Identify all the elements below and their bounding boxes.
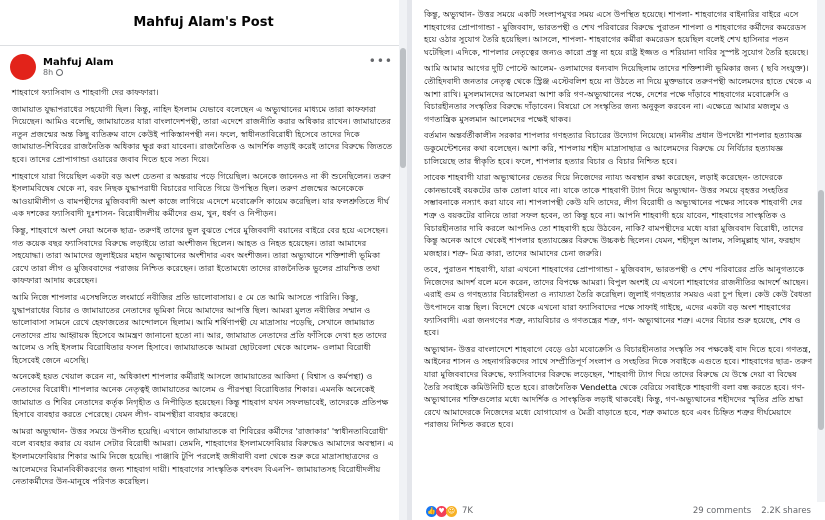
post-paragraph: আমি আমার আগের দুটি পোস্টে আলেম- ওলামাদের ধন্যবাদ দিয়েছিলাম তাদের শক্তিশালী ভূমিকার জন্য ( ছবি সংযুক্ত)। তৌহিদবাদী জনতার নেতৃত্ব থেকে স্ট্রিঞ্জ এস্টেবলিশ হয়ে না উঠতে না দিয়ে মুক্তভাবে তরুণপন্থী আলেমদের হাতে থেকে এ আশা রাখি। মুসলমানদের আলেমরা আশা করি গণ-অভ্যুত্থানের পক্ষে, দেশের পক্ষে দাঁড়াবে শাহবাগের মবোক্রেসি ও বিচারহীনতার সংস্কৃতির বিরুদ্ধে দাঁড়াবেন। বিষয়ো সে সংস্কৃতির জন্য অনুকূল করবেন না। এক্ষেত্রে আমার মজলুম ও গণতান্ত্রিক মুসলমান আলেমদের পক্ষেই থাকব। (424, 63, 812, 124)
love-icon: ♥ (436, 506, 447, 517)
post-paragraph: আমরা অভ্যুত্থান- উত্তর সময়ে উপনীত হয়েছি। এখানে জামায়াতকে বা শিবিরের কর্মীদের 'রাজাকার' 'স্বাধীনতাবিরোধী' বলে ব্যবহার করার যে বয়ান সেটার বিরোধী আমরা। তেমনি, শাহবাগের ইসলামফোবিয়ার বিরুদ্ধেও আমাদের অবস্থান। এ ইসলামফোবিয়ার শিকার আমি নিজে হয়েছি। পাঞ্জাবি টুপি পরলেই জঙ্গীবাদী বলা থেকে শুরু করে মাদ্রাসাছাত্রদের ও আলেমদের বিমানবিকীকরণের জন্য শাহবাগ দায়ী। শাহবাগের সাংস্কৃতিক বশংবদ বিএনপি- জামায়াতসহ বিরোধীদলীয় নেতাকর্মীদের উন-মানুষে পরিণত করেছিল। (12, 425, 394, 487)
post-body-left (0, 84, 407, 488)
post-body-right (412, 0, 825, 431)
post-paragraph: তবে, পুরাতন শাহবাগী, যারা এখনো শাহবাগের প্রোপাগান্ডা - মুজিববাদ, ভারতপন্থী ও শেখ পরিবারের প্রতি আনুগত্যকে নিজেদের আদর্শ বলে মনে করেন, তাদের বিপক্ষে আমরা। বিপুল অংশই যে এখনো শাহবাগের রাজনীতির আদর্শে আছেন। এরাই গুম ও গণহত্যার বিচারহীনতা ও ন্যায্যতা তৈরি করেছিল। জুলাই গণহত্যার সময়ও এরা চুপ ছিল। কেউ কেউ বৈধতা উৎপাদনে ব্যস্ত ছিল। বিদেশে থেকে এখনো যারা ফ্যাসিবাদের পক্ষে সাফাই গাইছে, এদের একটা বড় অংশ শাহবাগের ফ্যাসিবাদী। এরা জনগণের শত্রু, ন্যায়বিচার ও গণতন্ত্রের শত্রু, গণ- অভ্যুত্থানের শত্রু। এদের বিচার শুরু হয়েছে, শেষ ও হবে। (424, 264, 812, 338)
scrollbar-thumb[interactable] (400, 48, 406, 168)
post-paragraph: অভ্যুত্থান- উত্তর বাংলাদেশে শাহবাগে বেড়ে ওঠা মবোক্রেসি ও বিচারহীনতার সংস্কৃতি সব পক্ষকেই বাদ দিতে হবে। গণতন্ত্র, আইনের শাসন ও সহনাগরিকদের সাথে সম্প্রীতিপূর্ণ সংলাপ ও সংহতির দিকে সবাইকে এগুতে হবে। শাহবাগের ছাত্র- তরুণ যারা মুজিববাদের বিরুদ্ধে, ফ্যাসিবাদের বিরুদ্ধে লড়েছেন, 'শাহবাগী ট্যাগ দিয়ে তাদের বিরুদ্ধে যে উস্কে দেয়া বা বিদ্বেষ তৈরি সবাইকে কমিউনিটি হতে হবে। রাজনৈতিক Vendetta থেকে বেরিয়ে সবাইকে শাহবাগী বলা বন্ধ করতে হবে। গণ- অভ্যুত্থানের শক্তিগুলোর মধ্যে আদর্শিক ও সাংস্কৃতিক লড়াই থাকবেই। কিন্তু, গণ-অভ্যুত্থানের শহীদদের স্মৃতির প্রতি শ্রদ্ধা রেখে আমাদেরকে নিজেদের মধ্যে যোগাযোগ ও মৈত্রী বাড়াতে হবে, শত্রু কমাতে হবে এবং চিহ্নিত শত্রুর দীর্ঘমেয়াদে পরাজয় নিশ্চিত করতে হবে। (424, 343, 813, 430)
author-name[interactable]: Mahfuj Alam (43, 57, 114, 68)
scrollbar-track[interactable] (817, 0, 825, 520)
author-row (0, 46, 407, 84)
reaction-count[interactable]: 7K (462, 506, 473, 516)
more-options-icon[interactable]: ••• (368, 54, 393, 68)
post-paragraph: জামায়াত যুদ্ধাপরাধের সহযোগী ছিল। কিন্তু, নাহিদ ইসলাম যেভাবে বলেছেন এ অভ্যুত্থানের মাধ্যমে তারা কাফফারা দিয়েছেন। আমিও বলেছি, জামায়াতের যারা বাংলাদেশপন্থী, তারা এদেশে রাজনীতি করার অধিকার রাখেন। জামায়াতের নতুন প্রজন্মের অন্ত কিছু ব্যতিক্রম বাদে কেউই পাকিস্তানপন্থী নন। ফলে, স্বাধীনতাবিরোধী হিসেবে তাদের দিকে জামায়াত-শিবিরের রাজনৈতিক অধিকার ক্ষুণ্ণ করা যাবেনা। রাজনৈতিক ও আদর্শিক লড়াই করেই তাদের বিরুদ্ধে জিততে হবে। তাদের প্রোপাগান্ডা ওয়ারের জবাব দিতে হবে সত্য দিয়ে। (12, 103, 393, 164)
comment-count[interactable]: 29 comments (692, 506, 752, 516)
post-footer (412, 502, 825, 520)
post-paragraph: অনেকেই হয়ত খেয়াল করেন না, অধিকাংশ শাপলার কর্মীরাই আসলে জামায়াতের আকিদা ( বিশ্বাস ও কর্মপন্থা) ও নেতাদের বিরোধী। শাপলার অনেক নেতৃত্বই জামায়াতের আলেম ও পীরপন্থা বিরোধিতার শিকার। এমনকি অনেকেই জামায়াত ও শিবির নেতাদের কর্তৃক নিগৃহীত ও নিপীড়িত হয়েছেন। কিন্তু শাহবাগ যখন সফলভাবেই, তাদেরকে প্রতিপক্ষ হিসাবে ব্যবহার করতে পেরেছে। যেমন লীগ- বামপন্থীরা ব্যবহার করেছে। (12, 371, 389, 420)
scrollbar-track[interactable] (399, 0, 407, 520)
post-paragraph: শাহবাগে যারা গিয়েছিল একটা বড় অংশ চেতনা র অন্তরায় পড়ে গিয়েছিল। অনেকে জানেনও না কী শুনেছিলেন। তরুণ ইসলামবিদ্বেষ থেকে না, বরং নিছক যুদ্ধাপরাধী বিচারের দাবিতে গিয়ে উপস্থিত ছিল। তরুণ প্রজন্মের অনেকেকে আওয়ামীলীগ ও বামপন্থীদের মুজিববাদী অংশ কাজে লাগিয়ে এদেশে মবোক্রেসি কায়েম করেছিল। যার ফলশ্রুতিতে দীর্ঘ এক দশকের ফ্যাসিবাদী দুঃশাসন- বিরোধীদলীয় কর্মীদের গুম, খুন, ধর্ষণ ও নিপীড়ন। (12, 170, 392, 219)
author-info (43, 57, 114, 77)
scrollbar-thumb[interactable] (818, 190, 824, 430)
care-icon: ☺ (447, 507, 456, 515)
post-paragraph: কিন্তু, শাহবাগে অংশ নেয়া অনেক ছাত্র- তরুণই তাদের ভুল বুঝতে পেরে মুজিববাদী বয়ানের বাইরে বের হয়ে এসেছেন। গত কয়েক বছর ফ্যাসিবাদের বিরুদ্ধে লড়াইয়ে তারা অংশীজন ছিলেন। আহত ও নিহত হয়েছেন। তারা আমাদের সহযোদ্ধা। তারা আমাদের জুলাইয়ের মহান অভ্যুত্থানের অংশীদার এবং অংশীজন। তারা অভ্যুত্থানে শক্তিশালী ভূমিকা রেখে তারা লীগ ও মুজিববাদের পরাজয় নিশ্চিত করেছেন। তারা ইতোমধ্যে তাদের রাজনৈতিক ভুলের প্রায়শ্চিত্ত তথা কাফফারা আদায় করেছেন। (12, 224, 389, 286)
post-time[interactable]: 8h (43, 68, 54, 77)
post-title: Mahfuj Alam's Post (133, 15, 274, 30)
post-paragraph: শাহবাগে ফ্যাসিবাদ ও শাহবাগী দের কাফফারা। (12, 87, 159, 97)
post-paragraph: সাবেক শাহবাগী যারা অভ্যুত্থানের ভেতর দিয়ে নিজেদের ন্যায্য অবস্থান রক্ষা করেছেন, লড়াই করেছেন- তাদেরকে কোনভাবেই বয়কটের ডাক তোলা যাবে না। যাকে তাকে শাহবাগী ট্যাগ দিয়ে অভ্যুত্থান- উত্তর সময়ে বৃহত্তর সংহতির সম্ভাবনাকে নস্যাৎ করা যাবে না। শাপলাপন্থী কেউ যদি তাদের, লীগ বিরোধী ও অভ্যুত্থানের পক্ষের সাবেক শাহবাগী দের শত্রু ও বয়কটের বানিয়ে তারা সফল হবেন, তা কিন্তু হবে না। আপনি শাহবাগী হয়ে যাবেন, শাহবাগের সাংস্কৃতিক ও বিচারহীনতার দাবি করলে আপনিও তো শাহবাগী হয়ে উঠবেন, নাকি? বামপন্থীদের মধ্যে যারা মুজিববাদ বিরোধী, তাদের কিন্তু অনেক আগে থেকেই শাপলার হত্যাযজ্ঞের বিরুদ্ধে উচ্চকণ্ঠ ছিলেন। যেমন, শহীদুল আলম, সলিমুল্লাহ খান, ফরহাদ মজহার। শত্রু- মিত্র কারা, তাদের আমাদের চেনা জরুরি। (424, 172, 804, 258)
post-paragraph: কিন্তু, অভ্যুত্থান- উত্তর সময়ে একটি সংলাপমুখর সময় এসে উপস্থিত হয়েছে। শাপলা- শাহবাগের বাইনারির বাইরে এসে শাহবাগের প্রোপাগান্ডা - মুজিববাদ, ভারতপন্থী ও শেখ পরিবারের বিরুদ্ধে পুরাতন শাপলা ও শাহবাগের কর্মীদের কমরেডস হয়ে ওঠার সুযোগ তৈরি হয়েছিল। আসলে, শাপলা- শাহবাগের কর্মীরা কমরেডস হয়েছিল বলেই শেখ হাসিনার পতন ঘটেছিল। এদিকে, শাপলার নেতৃত্বের জন্যও কারো প্রস্তু না হয়ে রাষ্ট্র ইজ্জত ও শরিয়ানা দাবির সুস্পষ্ট সুযোগ তৈরি হয়েছে। (424, 9, 809, 57)
reactions[interactable] (426, 506, 473, 517)
avatar[interactable] (10, 54, 36, 80)
footer-stats (693, 506, 811, 516)
post-paragraph: আমি নিজে শাপলার এসেম্বলিতে লংমার্চে নবীজির প্রতি ভালোবাসায়। ৫ মে তে আমি আসতে পারিনি। কিন্তু, যুদ্ধাপরাধের বিচার ও জামায়াতের নেতাদের ভূমিকা নিয়ে আমাদের আপত্তি ছিল। আমরা মুলত নবীজির সম্মান ও ভালোবাসা সামনে রেখে হেফাজতের আন্দোলনে ছিলাম। আমি শর্ষিণাপন্থী যে মাদ্রাসায় পড়েছি, সেখানে জামায়াত নেতাদের প্রায় আহ্বায়ক হিসেবে আমন্ত্রণ জানানো হতো না। আর, জামায়াত নেতাদের প্রতি ফাঁসিকে দেখা হত তাদের আলেম ও সহি ইসলাম বিরোধিতার ফসল হিসাবে। জামায়াতকে আমরা ছোটবেলা থেকে আলেম- ওলামা বিরোধী হিসেবেই জেনে এসেছি। (12, 291, 387, 365)
post-meta (43, 68, 114, 77)
post-panel-right (412, 0, 825, 520)
post-header (0, 0, 407, 46)
like-icon: 👍 (427, 507, 436, 515)
share-count[interactable]: 2.2K shares (761, 506, 811, 516)
post-panel-left (0, 0, 407, 520)
globe-icon (56, 69, 63, 76)
post-paragraph: বর্তমান অন্তর্বর্তীকালীন সরকার শাপলার গণহত্যার বিচারের উদ্যোগ নিয়েছে। মাননীয় প্রধান উপদেষ্টা শাপলার হত্যাযজ্ঞ ডকুমেন্টেশনের কথা বলেছেন। আশা করি, শাপলায় শহীদ মাদ্রাসাছাত্র ও আলেমদের বিরুদ্ধে যে নির্বিচার হত্যাযজ্ঞ চালিয়েছে তার স্বীকৃতি হবে। ফলে, শাপলার হত্যার বিচার ও বিচার নিশ্চিত হবে। (424, 130, 802, 166)
